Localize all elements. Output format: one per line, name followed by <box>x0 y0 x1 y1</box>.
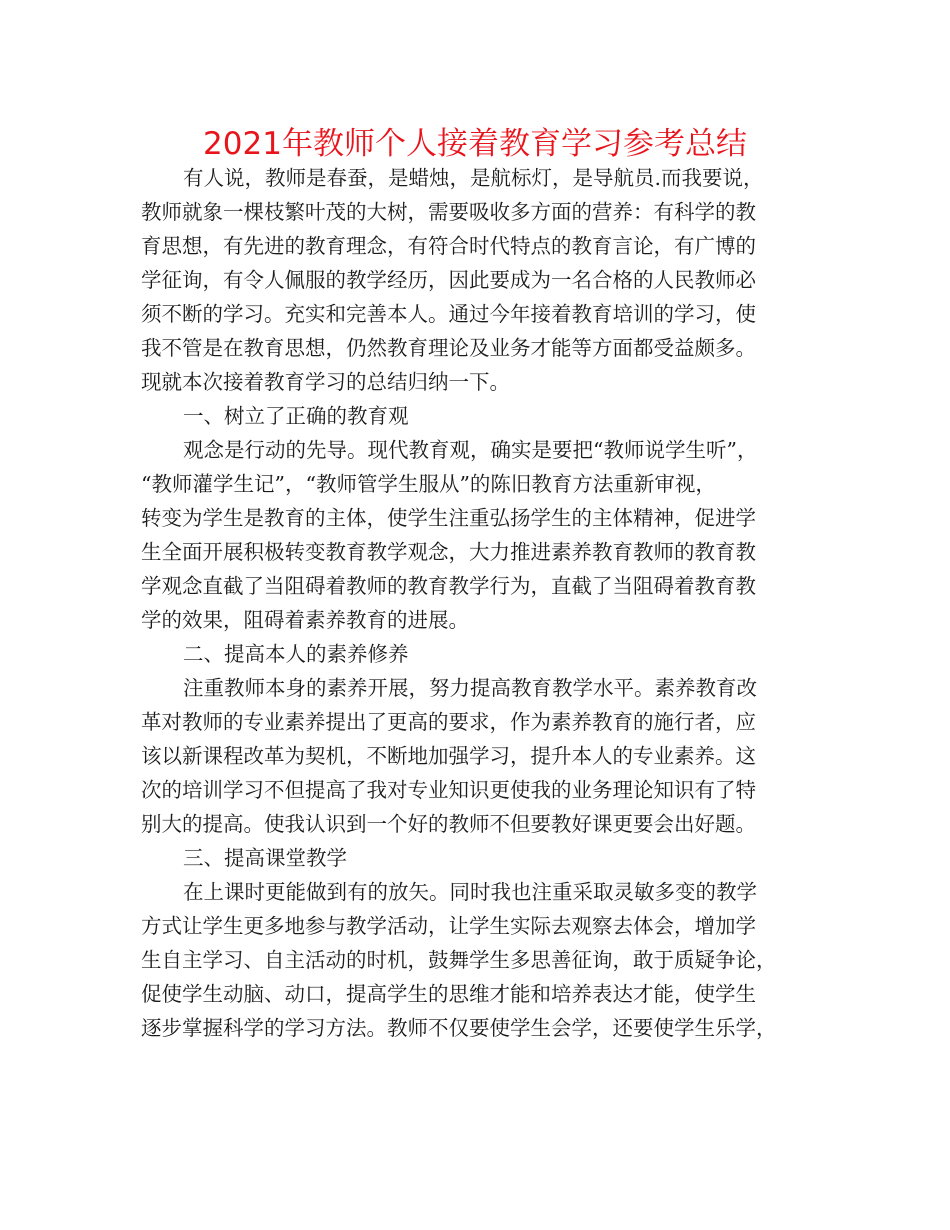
paragraph-line: “教师灌学生记”，“教师管学生服从”的陈旧教育方法重新审视， <box>141 472 716 496</box>
paragraph-line: 教师就象一棵枝繁叶茂的大树，需要吸收多方面的营养：有科学的教 <box>141 200 756 224</box>
paragraph-line: 现就本次接着教育学习的总结归纳一下。 <box>141 370 510 394</box>
paragraph-line: 须不断的学习。充实和完善本人。通过今年接着教育培训的学习，使 <box>141 302 756 326</box>
paragraph-first-line: 注重教师本身的素养开展，努力提高教育教学水平。素养教育改 <box>183 676 757 700</box>
paragraph-line: 学观念直截了当阻碍着教师的教育教学行为，直截了当阻碍着教育教 <box>141 574 756 598</box>
paragraph-line: 逐步掌握科学的学习方法。教师不仅要使学生会学，还要使学生乐学， <box>141 1016 777 1040</box>
paragraph-line: 该以新课程改革为契机，不断地加强学习，提升本人的专业素养。这 <box>141 744 756 768</box>
paragraph-line: 革对教师的专业素养提出了更高的要求，作为素养教育的施行者，应 <box>141 710 756 734</box>
paragraph-line: 学征询，有令人佩服的教学经历，因此要成为一名合格的人民教师必 <box>141 268 756 292</box>
paragraph-first-line: 三、提高课堂教学 <box>183 846 347 870</box>
paragraph-line: 转变为学生是教育的主体，使学生注重弘扬学生的主体精神，促进学 <box>141 506 756 530</box>
paragraph-line: 生全面开展积极转变教育教学观念，大力推进素养教育教师的教育教 <box>141 540 756 564</box>
paragraph-first-line: 观念是行动的先导。现代教育观，确实是要把“教师说学生听”， <box>183 438 758 462</box>
paragraph-line: 我不管是在教育思想，仍然教育理论及业务才能等方面都受益颇多。 <box>141 336 756 360</box>
paragraph-first-line: 一、树立了正确的教育观 <box>183 404 409 428</box>
paragraph-first-line: 有人说，教师是春蚕，是蜡烛，是航标灯，是导航员.而我要说， <box>183 166 764 190</box>
paragraph-line: 生自主学习、自主活动的时机，鼓舞学生多思善征询，敢于质疑争论， <box>141 948 777 972</box>
paragraph-line: 促使学生动脑、动口，提高学生的思维才能和培养表达才能，使学生 <box>141 982 756 1006</box>
paragraph-line: 育思想，有先进的教育理念，有符合时代特点的教育言论，有广博的 <box>141 234 756 258</box>
document-body <box>141 161 821 1045</box>
paragraph-first-line: 二、提高本人的素养修养 <box>183 642 409 666</box>
paragraph-line: 别大的提高。使我认识到一个好的教师不但要教好课更要会出好题。 <box>141 812 756 836</box>
paragraph-line: 学的效果，阻碍着素养教育的进展。 <box>141 608 469 632</box>
document-title: 2021年教师个人接着教育学习参考总结 <box>203 126 747 162</box>
paragraph-line: 方式让学生更多地参与教学活动，让学生实际去观察去体会，增加学 <box>141 914 756 938</box>
paragraph-line: 次的培训学习不但提高了我对专业知识更使我的业务理论知识有了特 <box>141 778 756 802</box>
paragraph-first-line: 在上课时更能做到有的放矢。同时我也注重采取灵敏多变的教学 <box>183 880 757 904</box>
